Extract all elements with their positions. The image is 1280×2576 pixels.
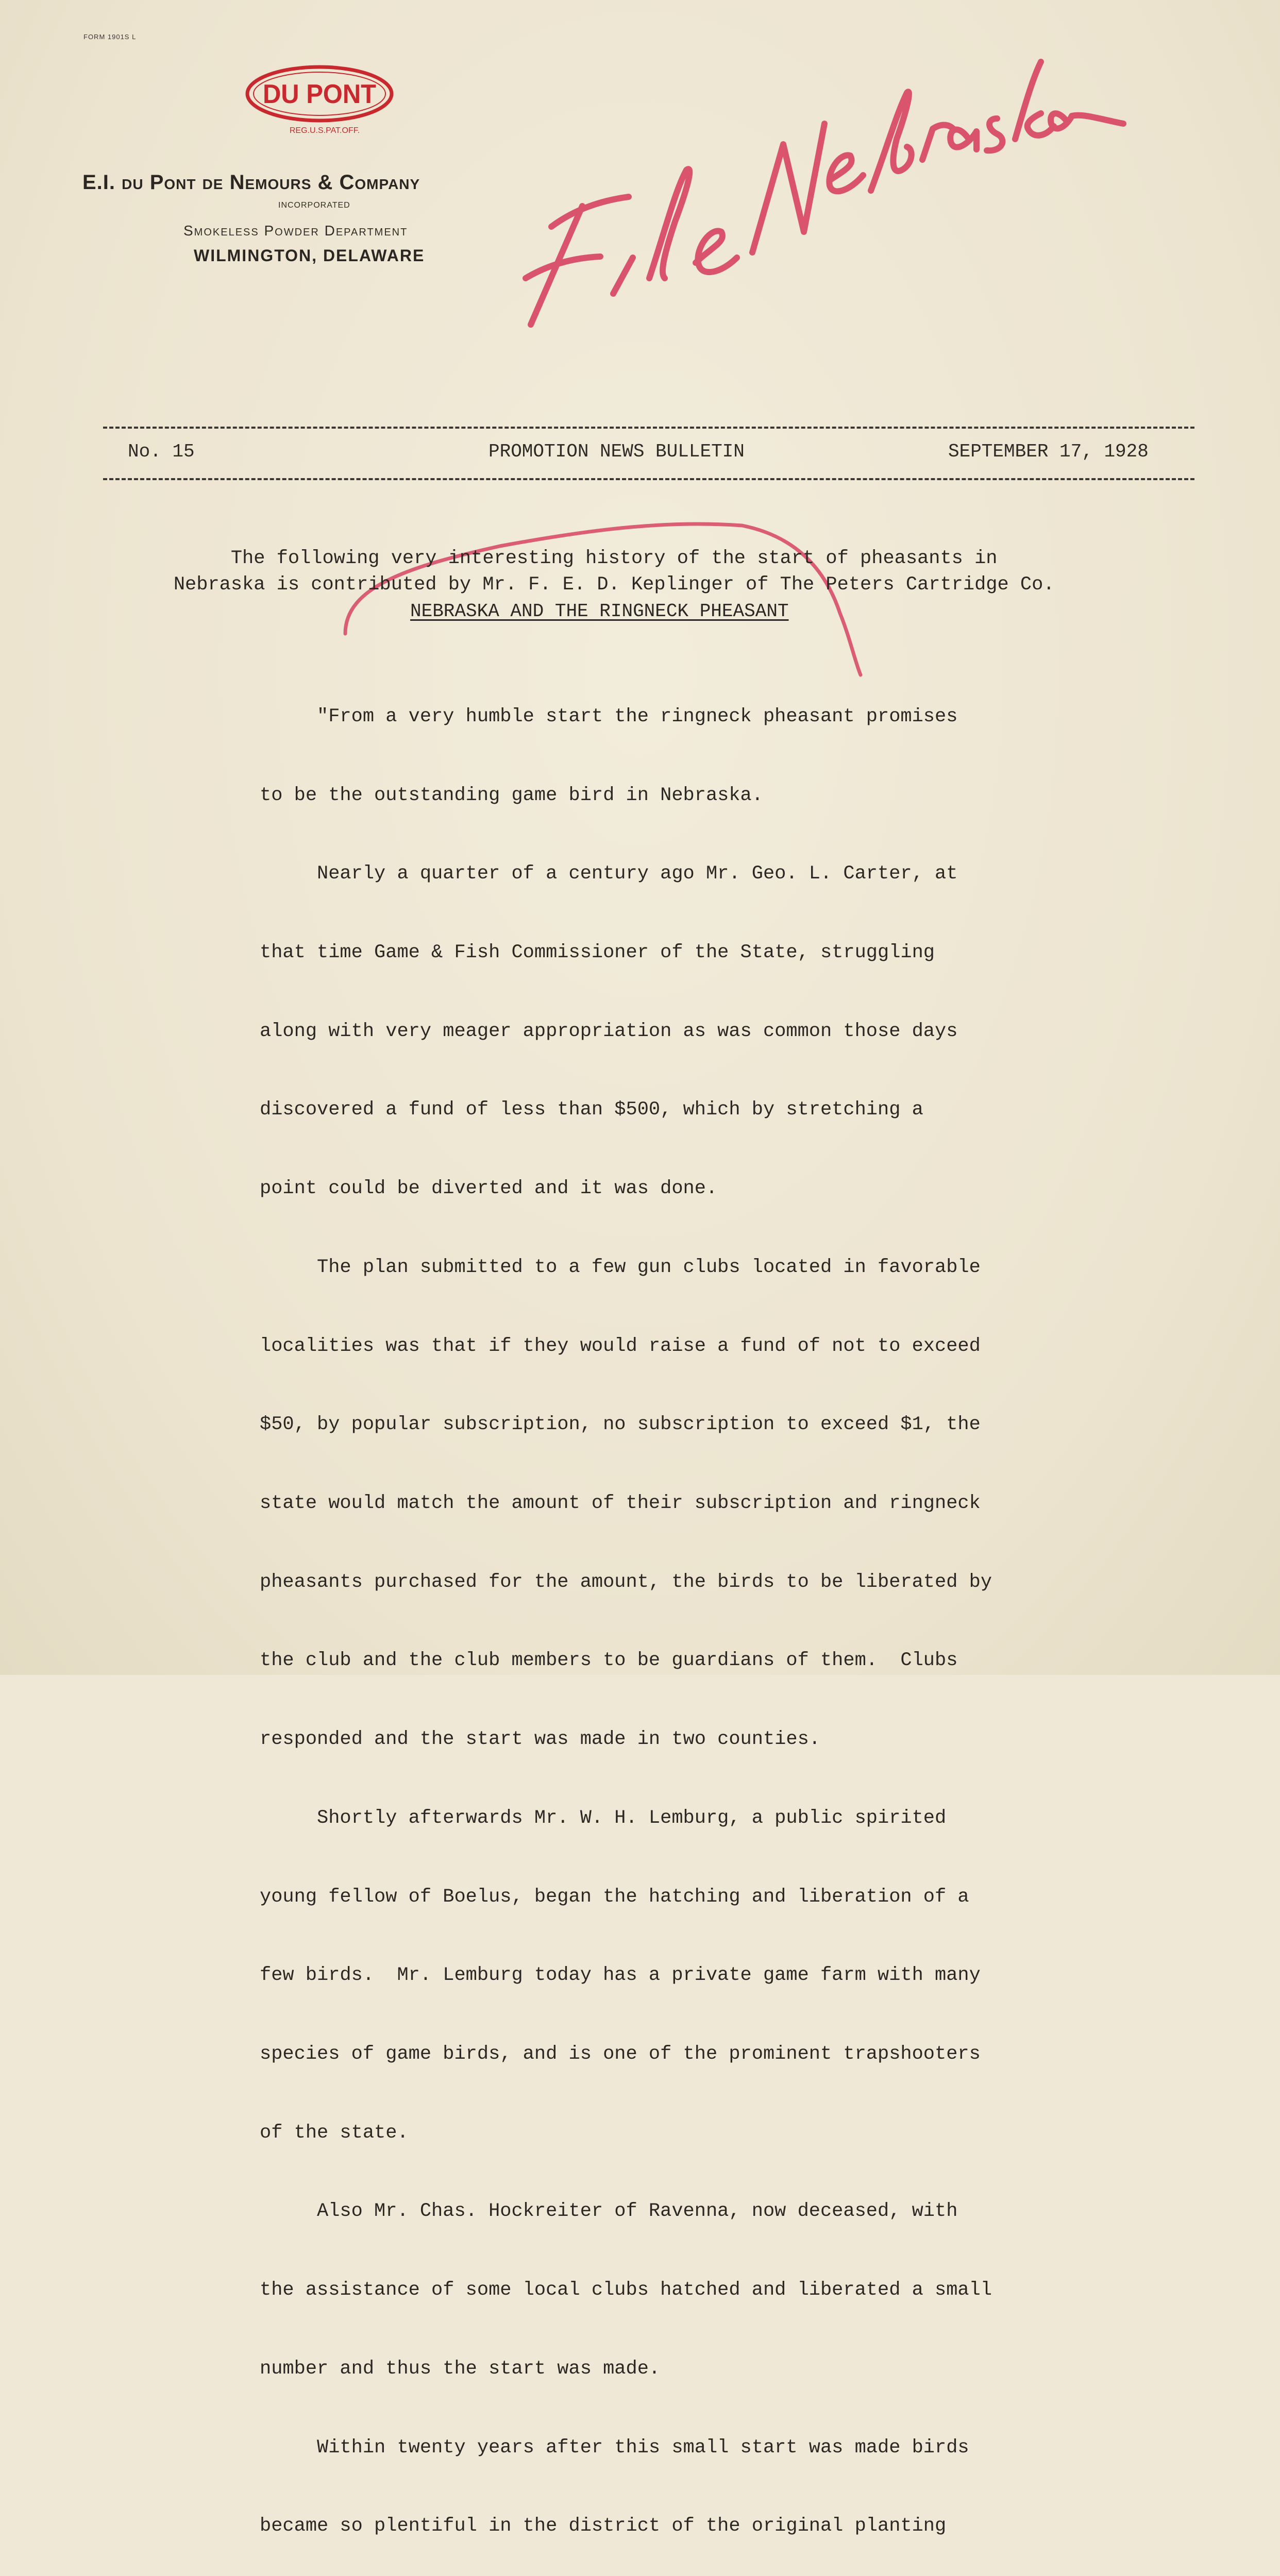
bulletin-rule-top [103,427,1194,429]
article-line: became so plentiful in the district of the original planting [260,2515,947,2537]
article-line: "From a very humble start the ringneck pheasant promises [260,705,958,727]
article-body [260,651,992,2576]
bulletin-date: SEPTEMBER 17, 1928 [948,441,1149,462]
article-line: of the state. [260,2122,409,2144]
article-line: Shortly afterwards Mr. W. H. Lemburg, a public spirited [260,1807,947,1829]
article-line: Nearly a quarter of a century ago Mr. Geo. L. Carter, at [260,863,958,885]
article-line: along with very meager appropriation as was common those days [260,1020,958,1042]
article-line: that time Game & Fish Commissioner of the State, struggling [260,941,935,963]
article-line: the assistance of some local clubs hatched and liberated a small [260,2279,992,2301]
article-line: responded and the start was made in two counties. [260,1728,820,1751]
incorporated-label: INCORPORATED [278,201,350,210]
article-line: discovered a fund of less than $500, which by stretching a [260,1099,923,1121]
company-location: WILMINGTON, DELAWARE [194,246,425,265]
logo-text: DU PONT [263,79,377,109]
article-line: Also Mr. Chas. Hockreiter of Ravenna, now deceased, with [260,2200,958,2223]
article-title: NEBRASKA AND THE RINGNECK PHEASANT [410,601,789,622]
article-line: the club and the club members to be guardians of them. Clubs [260,1650,958,1672]
article-line: Within twenty years after this small start was made birds [260,2436,969,2459]
article-line: number and thus the start was made. [260,2358,661,2380]
form-number: FORM 1901S L [83,33,137,41]
bulletin-title: PROMOTION NEWS BULLETIN [489,441,745,462]
bulletin-rule-bottom [103,478,1194,480]
article-line: few birds. Mr. Lemburg today has a private game farm with many [260,1964,981,1987]
article-line: young fellow of Boelus, began the hatching and liberation of a [260,1886,969,1908]
department-name: Smokeless Powder Department [183,223,408,239]
article-line: The plan submitted to a few gun clubs located in favorable [260,1256,981,1278]
article-line: localities was that if they would raise a fund of not to exceed [260,1335,981,1357]
intro-line: Nebraska is contributed by Mr. F. E. D. Keplinger of The Peters Cartridge Co. [173,574,1055,596]
bulletin-number: No. 15 [128,441,195,462]
article-line: pheasants purchased for the amount, the birds to be liberated by [260,1571,992,1593]
article-line: point could be diverted and it was done. [260,1178,718,1200]
article-line: to be the outstanding game bird in Nebraska. [260,784,763,806]
article-line: species of game birds, and is one of the prominent trapshooters [260,2043,981,2065]
intro-line: The following very interesting history of the start of pheasants in [173,548,998,569]
article-line: state would match the amount of their subscription and ringneck [260,1493,981,1514]
logo-trademark: REG.U.S.PAT.OFF. [289,126,360,135]
handwritten-file-nebraska-note [495,36,1144,366]
article-line: $50, by popular subscription, no subscription to exceed $1, the [260,1414,981,1436]
dupont-logo [242,62,397,139]
company-name: E.I. du Pont de Nemours & Company [82,171,420,194]
